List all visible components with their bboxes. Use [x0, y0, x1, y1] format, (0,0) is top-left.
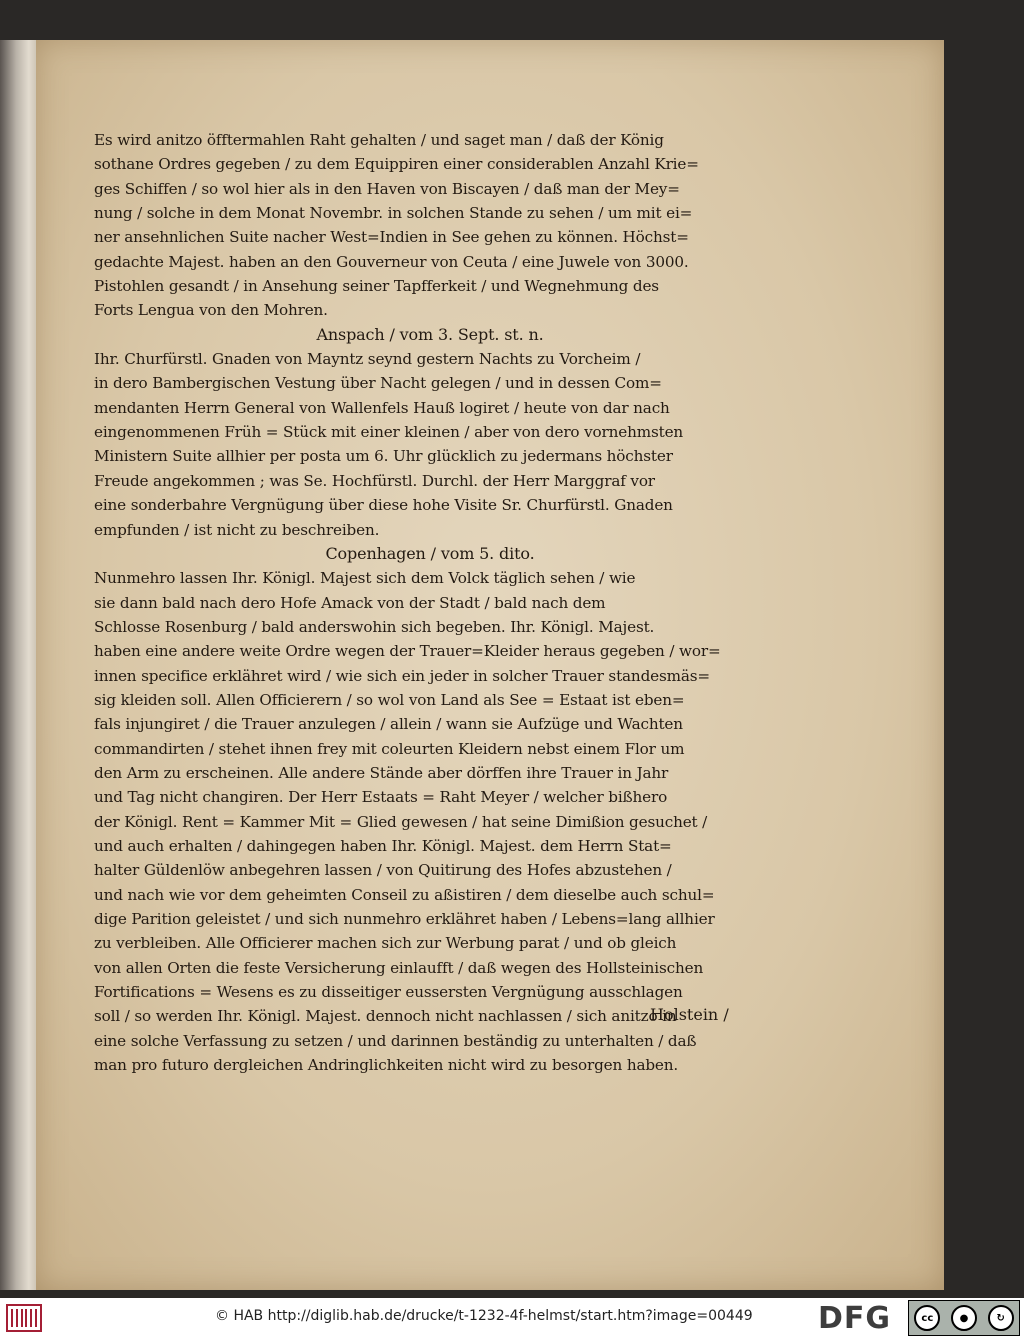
text-line: sig kleiden soll. Allen Officierern / so wol von Land als See = Estaat ist eben=: [94, 690, 685, 709]
text-line: und Tag nicht changiren. Der Herr Estaats = Raht Meyer / welcher bißhero: [94, 788, 668, 807]
text-line: man pro futuro dergleichen Andringlichkeiten nicht wird zu besorgen haben.: [94, 1056, 679, 1075]
hab-logo-icon[interactable]: [6, 1304, 42, 1332]
text-line: eingenommenen Früh = Stück mit einer kleinen / aber von dero vornehmsten: [94, 423, 684, 442]
dfg-logo[interactable]: DFG: [818, 1301, 892, 1336]
text-line: Ihr. Churfürstl. Gnaden von Mayntz seynd gestern Nachts zu Vorcheim /: [94, 350, 641, 369]
cc-license-badge[interactable]: [908, 1300, 1020, 1336]
by-icon: ●: [951, 1305, 977, 1331]
text-line: commandirten / stehet ihnen frey mit coleurten Kleidern nebst einem Flor um: [94, 739, 685, 758]
text-line: nung / solche in dem Monat Novembr. in solchen Stande zu sehen / um mit ei=: [94, 204, 693, 223]
catchword: Holstein /: [650, 1005, 729, 1024]
text-line: dige Parition geleistet / und sich nunmehro erklähret haben / Lebens=lang allhier: [94, 910, 715, 928]
text-line: zu verbleiben. Alle Officierer machen sich zur Werbung parat / und ob gleich: [94, 934, 677, 953]
text-line: Nunmehro lassen Ihr. Königl. Majest sich dem Volck täglich sehen / wie: [94, 569, 636, 588]
copyright-link[interactable]: © HAB http://diglib.hab.de/drucke/t-1232-4f-helmst/start.htm?image=00449: [215, 1308, 753, 1324]
book-edge: [0, 40, 36, 1290]
text-line: gedachte Majest. haben an den Gouverneur von Ceuta / eine Juwele von 3000.: [94, 252, 689, 271]
text-line: den Arm zu erscheinen. Alle andere Stände aber dörffen ihre Trauer in Jahr: [94, 763, 669, 782]
text-line: mendanten Herrn General von Wallenfels Hauß logiret / heute von dar nach: [94, 398, 670, 417]
text-line: ges Schiffen / so wol hier als in den Haven von Biscayen / daß man der Mey=: [94, 179, 680, 198]
cc-icon: cc: [914, 1305, 940, 1331]
text-line: haben eine andere weite Ordre wegen der Trauer=Kleider heraus gegeben / wor=: [94, 642, 721, 661]
text-line: Forts Lengua von den Mohren.: [94, 301, 328, 320]
text-line: eine sonderbahre Vergnügung über diese hohe Visite Sr. Churfürstl. Gnaden: [94, 496, 673, 515]
text-line: Schlosse Rosenburg / bald anderswohin sich begeben. Ihr. Königl. Majest.: [94, 617, 655, 636]
text-line: Fortifications = Wesens es zu disseitiger eussersten Vergnügung ausschlagen: [94, 983, 683, 1002]
text-line: sothane Ordres gegeben / zu dem Equippiren einer considerablen Anzahl Krie=: [94, 155, 699, 174]
section-heading: Anspach / vom 3. Sept. st. n.: [316, 324, 544, 344]
text-line: Freude angekommen ; was Se. Hochfürstl. Durchl. der Herr Marggraf vor: [94, 471, 655, 490]
text-line: von allen Orten die feste Versicherung einlaufft / daß wegen des Hollsteinischen: [94, 958, 704, 977]
text-line: soll / so werden Ihr. Königl. Majest. dennoch nicht nachlassen / sich anitzo in: [94, 1007, 677, 1026]
text-line: in dero Bambergischen Vestung über Nacht gelegen / und in dessen Com=: [94, 374, 662, 393]
text-line: Pistohlen gesandt / in Ansehung seiner Tapfferkeit / und Wegnehmung des: [94, 277, 659, 296]
text-line: empfunden / ist nicht zu beschreiben.: [94, 520, 380, 539]
text-line: Ministern Suite allhier per posta um 6. Uhr glücklich zu jedermans höchster: [94, 447, 673, 466]
sa-icon: ↻: [988, 1305, 1014, 1331]
text-line: und nach wie vor dem geheimten Conseil zu aßistiren / dem dieselbe auch schul=: [94, 885, 715, 904]
text-line: halter Güldenlöw anbegehren lassen / von Quitirung des Hofes abzustehen /: [94, 861, 672, 880]
text-line: fals injungiret / die Trauer anzulegen / allein / wann sie Aufzüge und Wachten: [94, 715, 683, 734]
text-line: eine solche Verfassung zu setzen / und darinnen beständig zu unterhalten / daß: [94, 1031, 697, 1050]
text-line: ner ansehnlichen Suite nacher West=Indien in See gehen zu können. Höchst=: [94, 228, 689, 247]
text-line: der Königl. Rent = Kammer Mit = Glied gewesen / hat seine Dimißion gesuchet /: [94, 812, 708, 831]
text-line: sie dann bald nach dero Hofe Amack von der Stadt / bald nach dem: [94, 593, 606, 612]
text-line: und auch erhalten / dahingegen haben Ihr. Königl. Majest. dem Herrn Stat=: [94, 836, 672, 855]
section-heading: Copenhagen / vom 5. dito.: [325, 543, 535, 563]
text-line: innen specifice erklähret wird / wie sich ein jeder in solcher Trauer standesmäs=: [94, 666, 710, 685]
page-text: [94, 128, 766, 1077]
viewer-footer: [0, 1298, 1024, 1338]
text-line: Es wird anitzo öfftermahlen Raht gehalten / und saget man / daß der König: [94, 131, 664, 149]
